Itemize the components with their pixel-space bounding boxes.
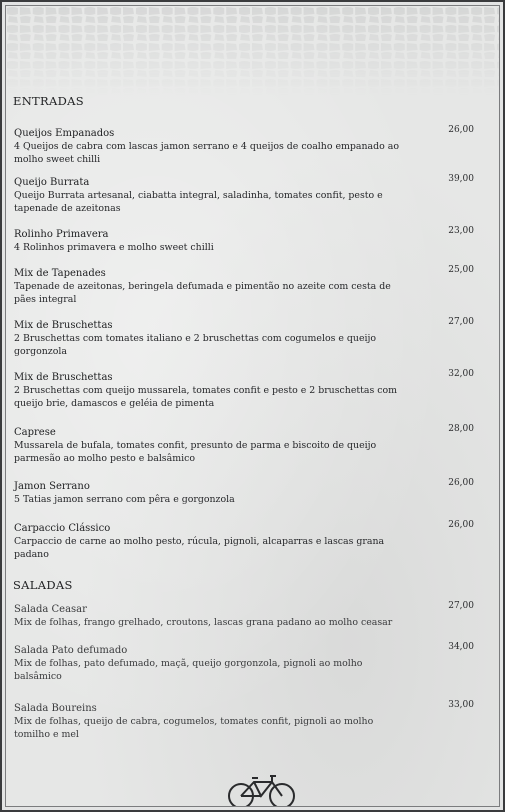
- menu-item-description: Carpaccio de carne ao molho pesto, rúcula, pignoli, alcaparras e lascas grana padano: [14, 536, 385, 560]
- menu-item-description: Mix de folhas, frango grelhado, croutons, lascas grana padano ao molho ceasar: [14, 617, 393, 628]
- menu-item-description: Queijo Burrata artesanal, ciabatta integral, saladinha, tomates confit, pesto e tapenade de azeitonas: [14, 190, 383, 214]
- menu-item-price: 27,00: [448, 601, 474, 611]
- menu-item-description: 5 Tatias jamon serrano com pêra e gorgonzola: [14, 494, 235, 505]
- menu-item: [14, 267, 494, 306]
- menu-item-description: Mussarela de bufala, tomates confit, presunto de parma e biscoito de queijo parmesão ao molho pesto e balsâmico: [14, 440, 377, 464]
- menu-item-price: 32,00: [448, 369, 474, 379]
- menu-item: [14, 702, 494, 741]
- menu-item-name: Caprese: [14, 427, 56, 438]
- menu-item-name: Queijos Empanados: [14, 128, 115, 139]
- menu-item: [14, 644, 494, 683]
- menu-item-price: 26,00: [448, 478, 474, 488]
- menu-item: [14, 176, 494, 215]
- menu-item-description: Mix de folhas, queijo de cabra, cogumelos, tomates confit, pignoli ao molho tomilho e mel: [14, 716, 374, 740]
- menu-item: [14, 228, 494, 254]
- menu-item-price: 25,00: [448, 265, 474, 275]
- bicycle-icon: [226, 770, 298, 806]
- menu-item-name: Queijo Burrata: [14, 177, 90, 188]
- menu-item-description: 4 Queijos de cabra com lascas jamon serrano e 4 queijos de coalho empanado ao molho sweet chilli: [14, 141, 399, 165]
- menu-item-price: 34,00: [448, 642, 474, 652]
- menu-item-name: Rolinho Primavera: [14, 229, 109, 240]
- menu-item: [14, 319, 494, 358]
- menu-item-price: 26,00: [448, 125, 474, 135]
- menu-item-description: 4 Rolinhos primavera e molho sweet chilli: [14, 242, 214, 253]
- menu-item-price: 23,00: [448, 226, 474, 236]
- menu-item-description: 2 Bruschettas com tomates italiano e 2 bruschettas com cogumelos e queijo gorgonzola: [14, 333, 377, 357]
- menu-item: [14, 480, 494, 506]
- menu-item-name: Mix de Bruschettas: [14, 372, 113, 383]
- menu-item-name: Mix de Bruschettas: [14, 320, 113, 331]
- menu-item: [14, 603, 494, 629]
- menu-item-description: Mix de folhas, pato defumado, maçã, queijo gorgonzola, pignoli ao molho balsâmico: [14, 658, 363, 682]
- menu-item: [14, 522, 494, 561]
- cobblestone-pattern: [6, 6, 499, 96]
- section-title-saladas: SALADAS: [13, 578, 73, 592]
- menu-item-name: Salada Boureins: [14, 703, 97, 714]
- menu-item-description: 2 Bruschettas com queijo mussarela, tomates confit e pesto e 2 bruschettas com queijo brie, damascos e geléia de pimenta: [14, 385, 398, 409]
- menu-item-name: Jamon Serrano: [14, 481, 90, 492]
- menu-item: [14, 371, 494, 410]
- menu-item: [14, 426, 494, 465]
- section-title-entradas: ENTRADAS: [13, 94, 84, 108]
- menu-item-price: 33,00: [448, 700, 474, 710]
- menu-item-description: Tapenade de azeitonas, beringela defumada e pimentão no azeite com cesta de pães integral: [14, 281, 391, 305]
- menu-item-price: 27,00: [448, 317, 474, 327]
- menu-item: [14, 127, 494, 166]
- menu-item-price: 28,00: [448, 424, 474, 434]
- menu-item-name: Mix de Tapenades: [14, 268, 106, 279]
- menu-item-price: 39,00: [448, 174, 474, 184]
- menu-page: [6, 6, 499, 806]
- menu-item-name: Salada Ceasar: [14, 604, 87, 615]
- menu-item-price: 26,00: [448, 520, 474, 530]
- menu-item-name: Carpaccio Clássico: [14, 523, 111, 534]
- menu-item-name: Salada Pato defumado: [14, 645, 128, 656]
